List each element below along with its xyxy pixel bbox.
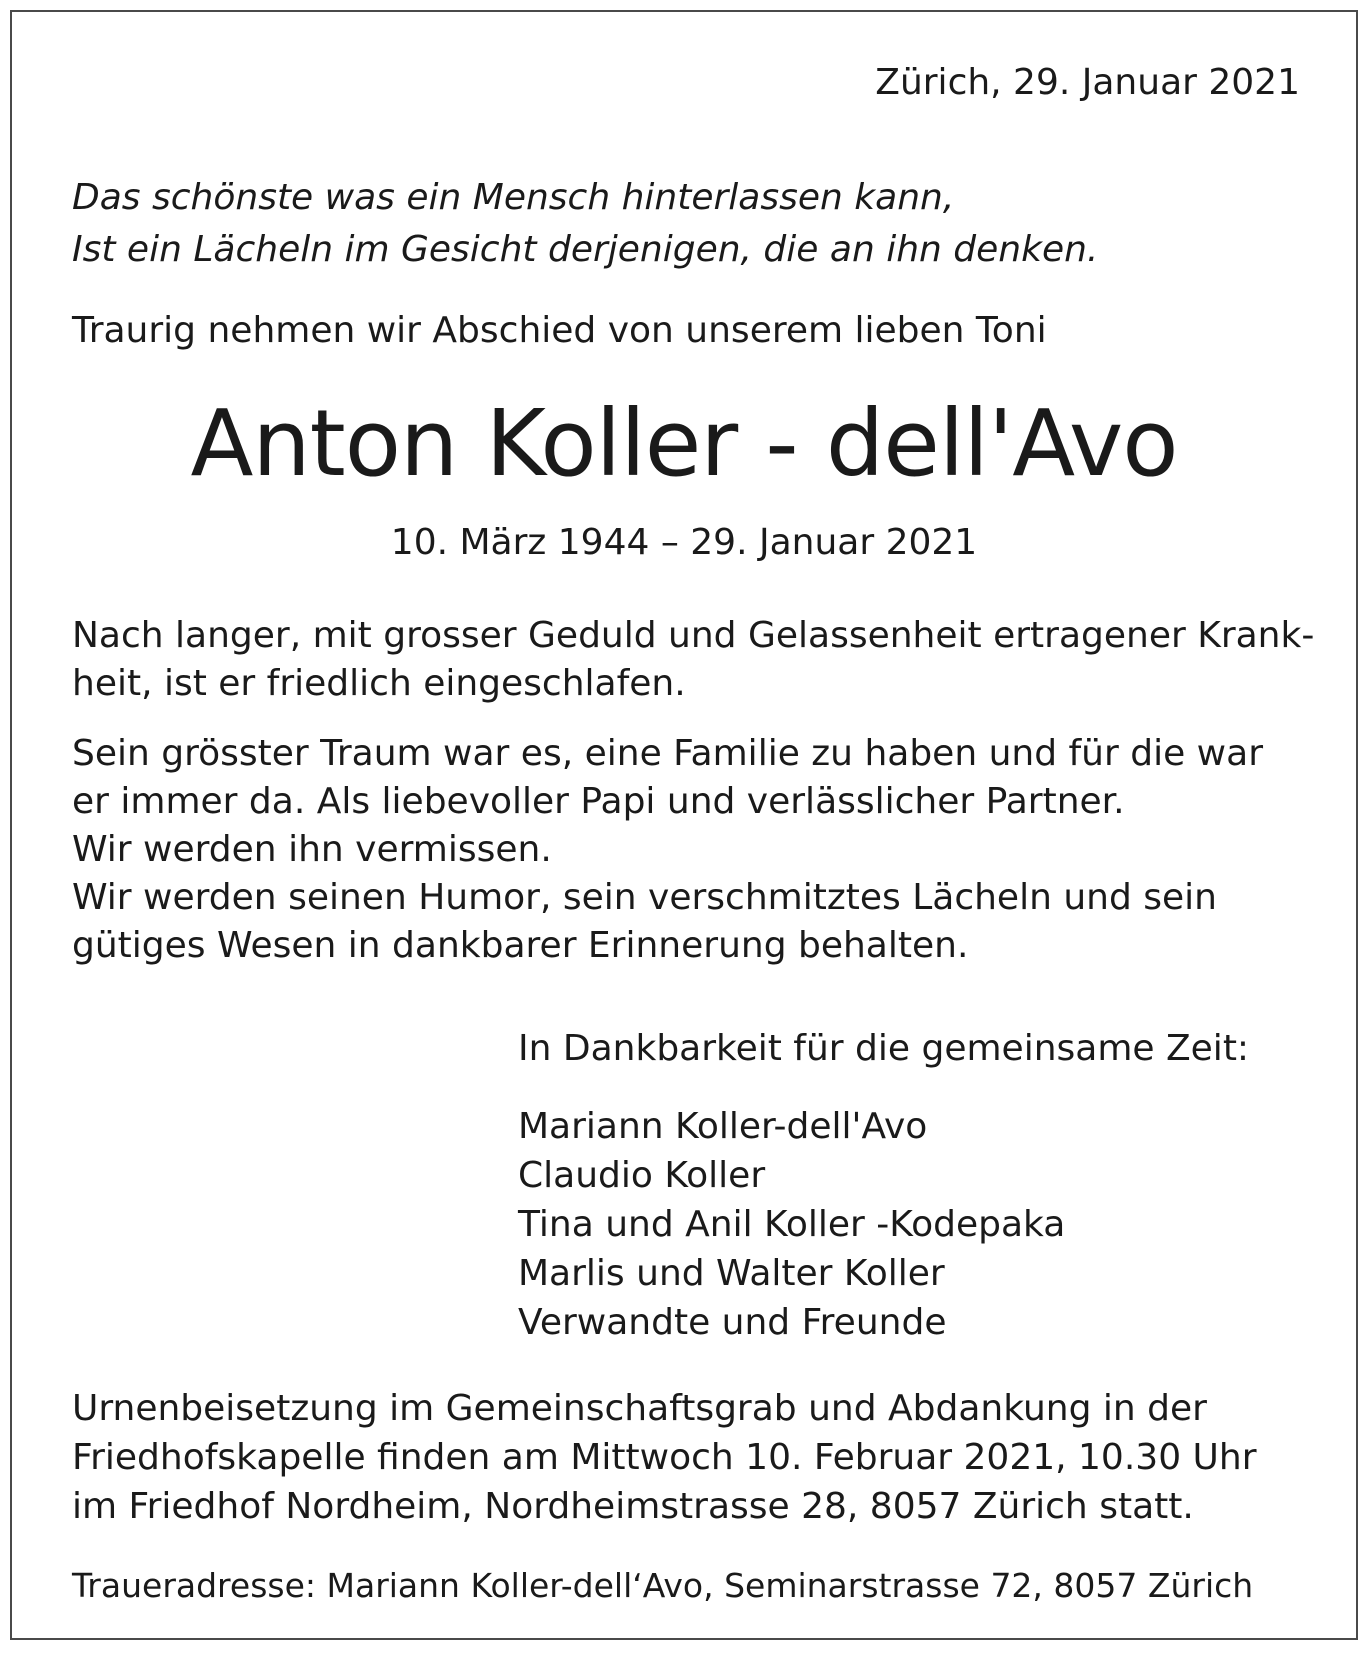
memorial-quote <box>72 172 1098 276</box>
obituary-frame <box>10 10 1358 1640</box>
burial-line: Urnenbeisetzung im Gemeinschaftsgrab und Abdankung in der <box>72 1388 1207 1429</box>
paragraph-line: heit, ist er friedlich eingeschlafen. <box>72 663 686 704</box>
burial-line: im Friedhof Nordheim, Nordheimstrasse 28, 8057 Zürich statt. <box>72 1486 1194 1527</box>
life-dates: 10. März 1944 – 29. Januar 2021 <box>390 522 978 563</box>
paragraph-illness <box>72 612 1314 708</box>
place-date: Zürich, 29. Januar 2021 <box>875 62 1300 103</box>
mourning-address: Traueradresse: Mariann Koller-dell‘Avo, Seminarstrasse 72, 8057 Zürich <box>72 1566 1254 1605</box>
intro-text: Traurig nehmen wir Abschied von unserem lieben Toni <box>72 310 1047 351</box>
paragraph-line: Nach langer, mit grosser Geduld und Gelassenheit ertragener Krank- <box>72 615 1315 656</box>
quote-line: Ist ein Lächeln im Gesicht derjenigen, die an ihn denken. <box>72 229 1099 270</box>
family-member: Mariann Koller-dell'Avo <box>518 1106 928 1147</box>
family-member: Tina und Anil Koller -Kodepaka <box>518 1204 1066 1245</box>
family-member: Claudio Koller <box>518 1155 766 1196</box>
paragraph-line: Wir werden ihn vermissen. <box>72 829 552 870</box>
paragraph-line: er immer da. Als liebevoller Papi und verlässlicher Partner. <box>72 781 1125 822</box>
quote-line: Das schönste was ein Mensch hinterlassen kann, <box>72 177 955 218</box>
family-list <box>518 1102 1065 1347</box>
burial-info <box>72 1384 1257 1531</box>
thanks-line: In Dankbarkeit für die gemeinsame Zeit: <box>518 1028 1250 1069</box>
deceased-name: Anton Koller - dell'Avo <box>190 390 1178 497</box>
paragraph-line: gütiges Wesen in dankbarer Erinnerung behalten. <box>72 925 969 966</box>
burial-line: Friedhofskapelle finden am Mittwoch 10. Februar 2021, 10.30 Uhr <box>72 1437 1257 1478</box>
paragraph-line: Wir werden seinen Humor, sein verschmitztes Lächeln und sein <box>72 877 1217 918</box>
paragraph-line: Sein grösster Traum war es, eine Familie zu haben und für die war <box>72 733 1263 774</box>
paragraph-memory <box>72 730 1263 970</box>
family-member: Verwandte und Freunde <box>518 1302 947 1343</box>
family-member: Marlis und Walter Koller <box>518 1253 945 1294</box>
